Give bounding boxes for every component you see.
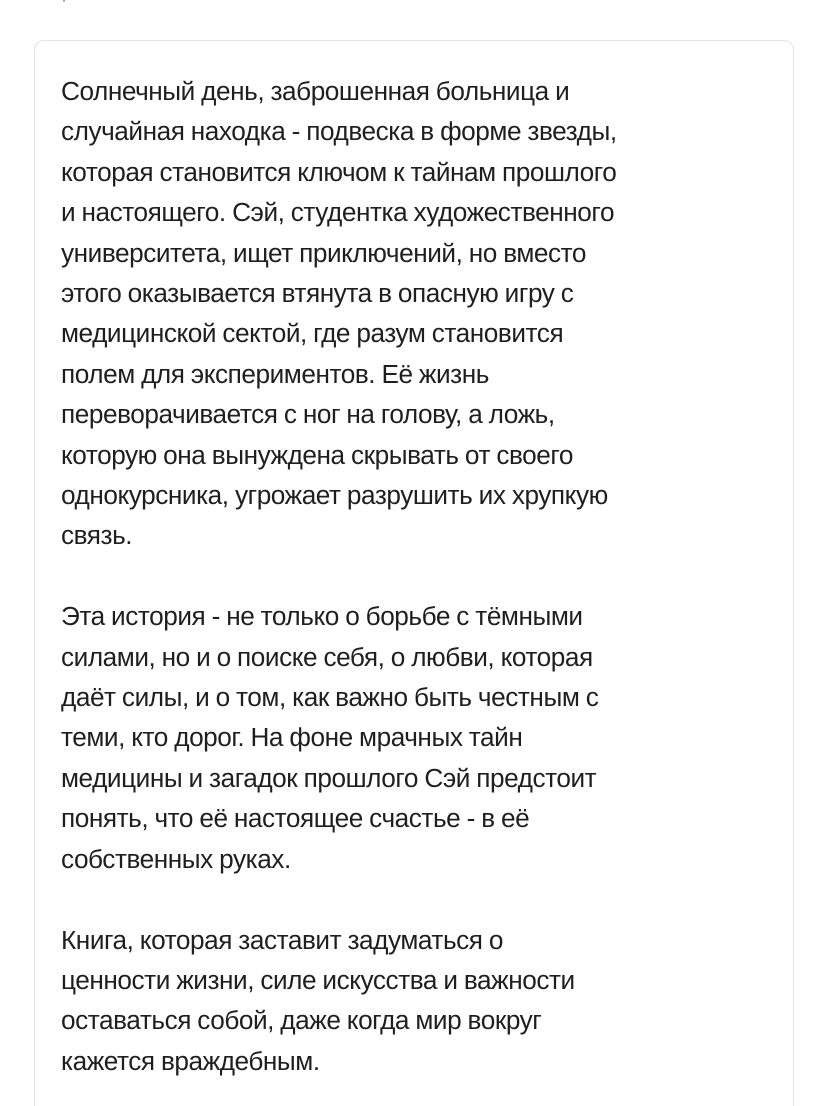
description-line: понять, что её настоящее счастье - в её	[61, 803, 530, 834]
book-description	[61, 71, 767, 1081]
description-line: университета, ищет приключений, но вместо	[61, 237, 587, 268]
description-line: силами, но и о поиске себя, о любви, которая	[61, 641, 593, 672]
description-line: Солнечный день, заброшенная больница и	[61, 76, 570, 106]
description-line: переворачивается с ног на голову, а ложь,	[61, 399, 555, 430]
description-paragraph-3	[61, 920, 767, 1082]
description-line: Эта история - не только о борьбе с тёмными	[61, 601, 583, 632]
description-line: собственных руках.	[61, 843, 291, 874]
description-line: Книга, которая заставит задуматься о	[61, 924, 503, 955]
description-line: этого оказывается втянута в опасную игру с	[61, 278, 574, 309]
description-paragraph-2	[61, 596, 767, 879]
description-line: и настоящего. Сэй, студентка художественного	[61, 197, 615, 228]
description-line: даёт силы, и о том, как важно быть честным с	[61, 682, 599, 713]
description-line: медицинской сектой, где разум становится	[61, 318, 564, 349]
description-line: оставаться собой, даже когда мир вокруг	[61, 1005, 542, 1036]
description-line: которую она вынуждена скрывать от своего	[61, 439, 573, 470]
description-line: которая становится ключом к тайнам прошлого	[61, 156, 617, 187]
description-line: медицины и загадок прошлого Сэй предстоит	[61, 762, 597, 793]
description-line: ценности жизни, силе искусства и важности	[61, 964, 575, 995]
description-line: однокурсника, угрожает разрушить их хрупкую	[61, 480, 608, 511]
description-line: кажется враждебным.	[61, 1045, 320, 1076]
description-line: теми, кто дорог. На фоне мрачных тайн	[61, 722, 523, 753]
cropped-top-text-fragment	[62, 0, 70, 2]
description-line: связь.	[61, 520, 133, 551]
description-line: полем для экспериментов. Её жизнь	[61, 358, 489, 389]
book-description-card	[34, 40, 794, 1106]
description-line: случайная находка - подвеска в форме звезды,	[61, 116, 617, 147]
description-paragraph-1	[61, 71, 767, 556]
